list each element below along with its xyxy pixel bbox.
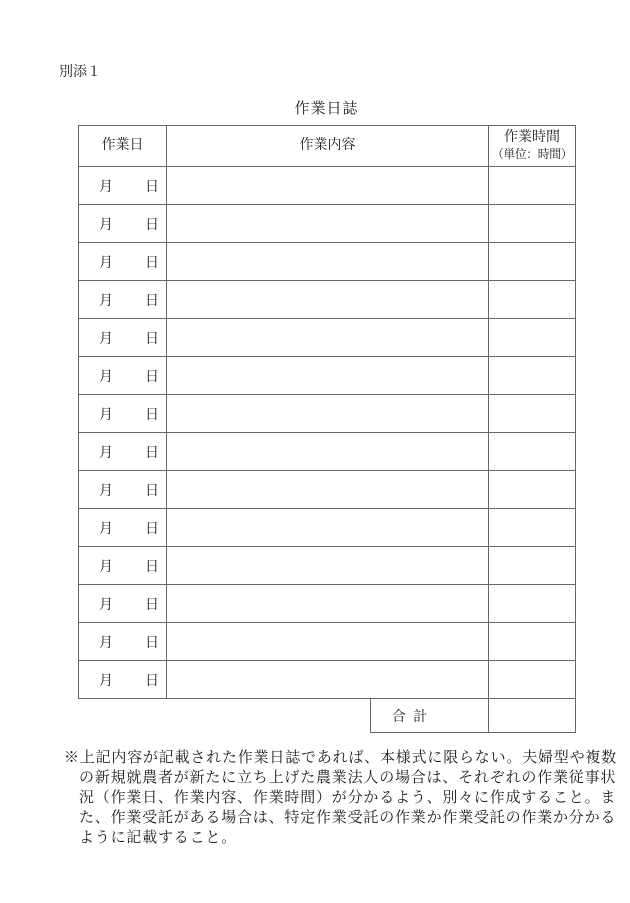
time-cell: [489, 357, 576, 395]
time-cell: [489, 509, 576, 547]
content-cell: [167, 509, 489, 547]
date-cell: [79, 471, 167, 509]
date-cell: [79, 623, 167, 661]
month-label: 月: [99, 369, 113, 385]
attachment-label: 別添１: [59, 65, 101, 80]
table-row: [79, 433, 576, 471]
month-label: 月: [99, 597, 113, 613]
month-label: 月: [99, 293, 113, 309]
table-row: [79, 319, 576, 357]
day-label: 日: [145, 521, 159, 537]
month-label: 月: [99, 445, 113, 461]
month-label: 月: [99, 255, 113, 271]
day-label: 日: [145, 179, 159, 195]
table-row: [79, 661, 576, 699]
month-label: 月: [99, 635, 113, 651]
footnote: [64, 748, 626, 848]
table-row: [79, 509, 576, 547]
content-cell: [167, 357, 489, 395]
month-label: 月: [99, 179, 113, 195]
content-cell: [167, 623, 489, 661]
time-cell: [489, 547, 576, 585]
table-header-row: [79, 126, 576, 167]
header-time-line2: （単位：時間）: [491, 147, 573, 161]
header-time-line1: 作業時間: [504, 130, 560, 145]
table-row: [79, 281, 576, 319]
table-row: [79, 623, 576, 661]
table-row: [79, 243, 576, 281]
day-label: 日: [145, 217, 159, 233]
time-cell: [489, 281, 576, 319]
table-row: [79, 471, 576, 509]
date-cell: [79, 585, 167, 623]
date-cell: [79, 281, 167, 319]
time-cell: [489, 433, 576, 471]
time-cell: [489, 623, 576, 661]
total-spacer: [79, 699, 371, 733]
header-content: 作業内容: [167, 126, 489, 167]
table-row: [79, 585, 576, 623]
header-time: [489, 126, 576, 167]
table-row: [79, 167, 576, 205]
day-label: 日: [145, 369, 159, 385]
date-cell: [79, 243, 167, 281]
time-cell: [489, 661, 576, 699]
worklog-table: [78, 125, 576, 733]
month-label: 月: [99, 407, 113, 423]
day-label: 日: [145, 635, 159, 651]
time-cell: [489, 167, 576, 205]
page-title: 作業日誌: [294, 101, 359, 117]
table-row: [79, 395, 576, 433]
content-cell: [167, 319, 489, 357]
date-cell: [79, 661, 167, 699]
footnote-line: ように記載すること。: [79, 830, 238, 846]
day-label: 日: [145, 331, 159, 347]
footnote-line: ※上記内容が記載された作業日誌であれば、本様式に限らない。夫婦型や複数: [64, 750, 618, 766]
footnote-line: 況（作業日、作業内容、作業時間）が分かるよう、別々に作成すること。ま: [79, 790, 617, 806]
time-cell: [489, 395, 576, 433]
date-cell: [79, 205, 167, 243]
day-label: 日: [145, 445, 159, 461]
table-row: [79, 547, 576, 585]
day-label: 日: [145, 483, 159, 499]
day-label: 日: [145, 407, 159, 423]
content-cell: [167, 167, 489, 205]
day-label: 日: [145, 673, 159, 689]
content-cell: [167, 585, 489, 623]
total-row: [79, 699, 576, 733]
total-value-cell: [489, 699, 576, 733]
day-label: 日: [145, 559, 159, 575]
content-cell: [167, 281, 489, 319]
time-cell: [489, 471, 576, 509]
date-cell: [79, 433, 167, 471]
footnote-line: の新規就農者が新たに立ち上げた農業法人の場合は、それぞれの作業従事状: [79, 770, 617, 786]
table-row: [79, 357, 576, 395]
date-cell: [79, 395, 167, 433]
content-cell: [167, 205, 489, 243]
month-label: 月: [99, 331, 113, 347]
month-label: 月: [99, 217, 113, 233]
date-cell: [79, 547, 167, 585]
day-label: 日: [145, 293, 159, 309]
month-label: 月: [99, 483, 113, 499]
time-cell: [489, 205, 576, 243]
day-label: 日: [145, 597, 159, 613]
content-cell: [167, 243, 489, 281]
month-label: 月: [99, 559, 113, 575]
day-label: 日: [145, 255, 159, 271]
content-cell: [167, 661, 489, 699]
month-label: 月: [99, 673, 113, 689]
date-cell: [79, 509, 167, 547]
date-cell: [79, 357, 167, 395]
footnote-line: た、作業受託がある場合は、特定作業受託の作業か作業受託の作業か分かる: [79, 810, 617, 826]
time-cell: [489, 585, 576, 623]
date-cell: [79, 167, 167, 205]
total-label-cell: 合 計: [371, 699, 489, 733]
header-date: 作業日: [79, 126, 167, 167]
time-cell: [489, 319, 576, 357]
date-cell: [79, 319, 167, 357]
content-cell: [167, 471, 489, 509]
time-cell: [489, 243, 576, 281]
content-cell: [167, 433, 489, 471]
month-label: 月: [99, 521, 113, 537]
table-row: [79, 205, 576, 243]
content-cell: [167, 395, 489, 433]
content-cell: [167, 547, 489, 585]
